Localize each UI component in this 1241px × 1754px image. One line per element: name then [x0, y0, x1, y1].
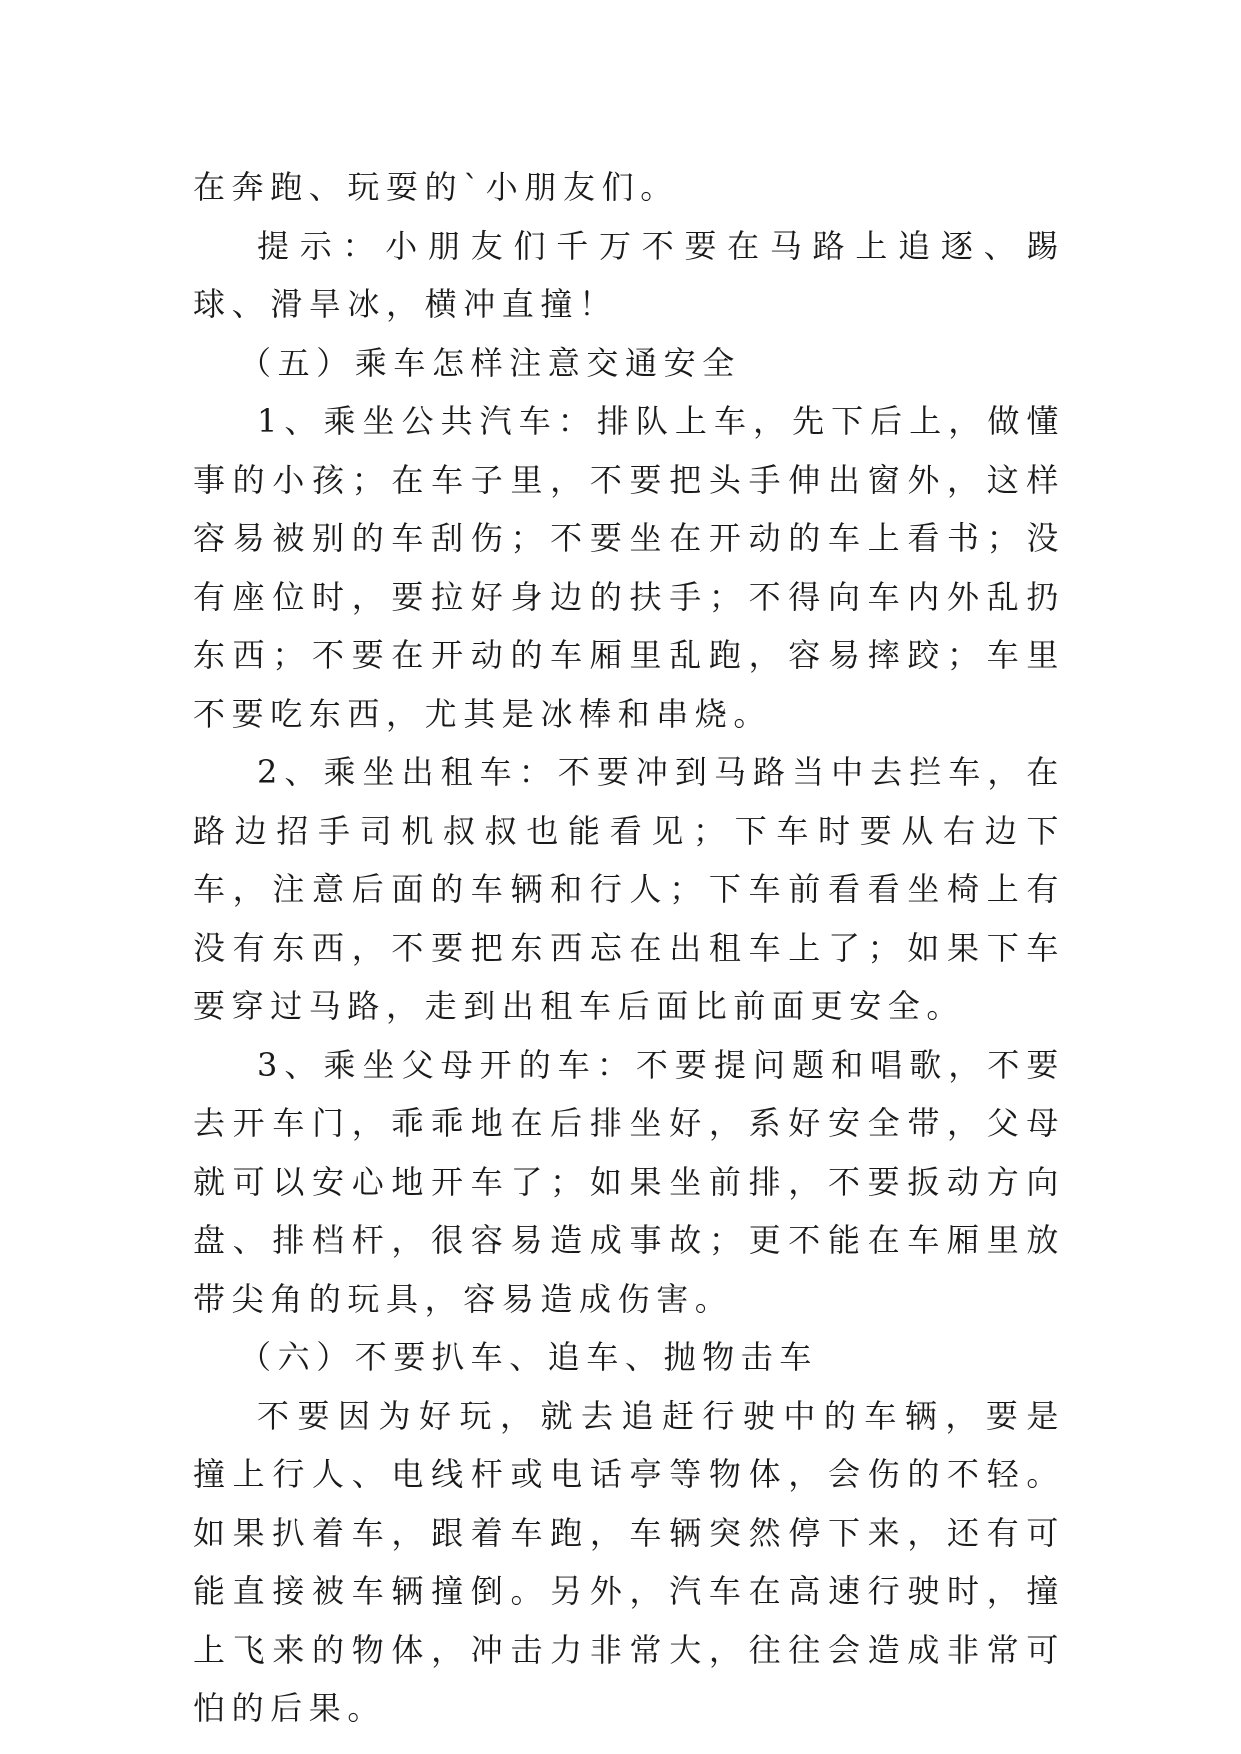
section-heading-5: （五）乘车怎样注意交通安全: [239, 343, 741, 382]
section-heading-6: （六）不要扒车、追车、抛物击车: [239, 1338, 819, 1376]
paragraph-continuation: 在奔跑、玩耍的`小朋友们。: [193, 168, 679, 206]
paragraph-chasing-cars: 不要因为好玩，就去追赶行驶中的车辆，要是撞上行人、电线杆或电话亭等物体，会伤的不轻。如果扒着车，跟着车跑，车辆突然停下来，还有可能直接被车辆撞倒。另外，汽车在高速行驶时，撞上飞来的物体，冲击力非常大，往往会造成非常可怕的后果。: [193, 1396, 1065, 1727]
paragraph-parents-car: 3、乘坐父母开的车：不要提问题和唱歌，不要去开车门，乖乖地在后排坐好，系好安全带，父母就可以安心地开车了；如果坐前排，不要扳动方向盘、排档杆，很容易造成事故；更不能在车厢里放带尖角的玩具，容易造成伤害。: [193, 1045, 1065, 1318]
document-body: [193, 158, 1065, 1738]
paragraph-tip: 提示：小朋友们千万不要在马路上追逐、踢球、滑旱冰，横冲直撞！: [193, 226, 1065, 323]
paragraph-public-bus: 1、乘坐公共汽车：排队上车，先下后上，做懂事的小孩；在车子里，不要把头手伸出窗外，这样容易被别的车刮伤；不要坐在开动的车上看书；没有座位时，要拉好身边的扶手；不得向车内外乱扔东西；不要在开动的车厢里乱跑，容易摔跤；车里不要吃东西，尤其是冰棒和串烧。: [193, 402, 1065, 733]
paragraph-taxi: 2、乘坐出租车：不要冲到马路当中去拦车，在路边招手司机叔叔也能看见；下车时要从右边下车，注意后面的车辆和行人；下车前看看坐椅上有没有东西，不要把东西忘在出租车上了；如果下车要穿过马路，走到出租车后面比前面更安全。: [193, 753, 1065, 1025]
